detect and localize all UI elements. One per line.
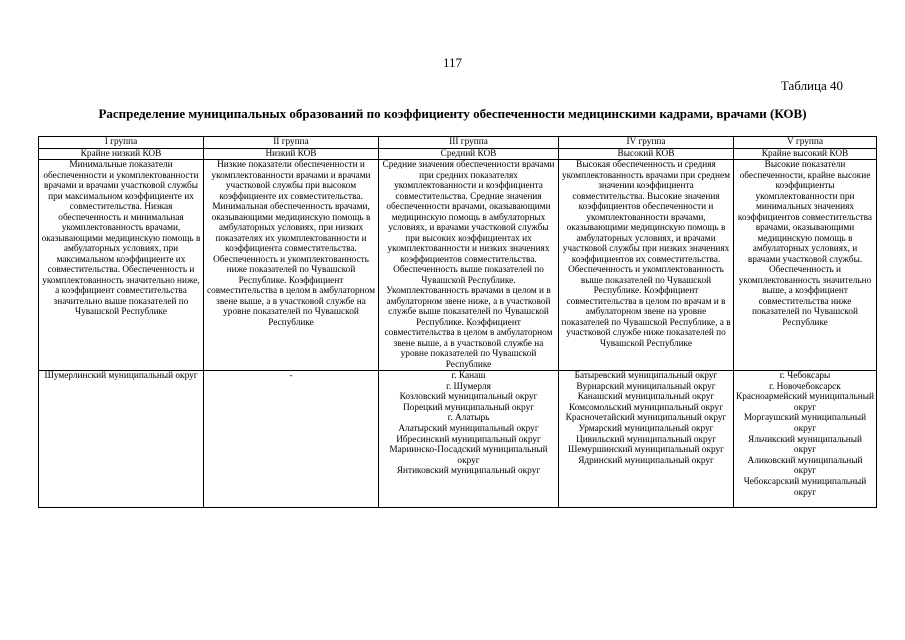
municipality-item: г. Чебоксары xyxy=(779,371,831,381)
group-level-cell: Низкий КОВ xyxy=(204,148,379,160)
page-number: 117 xyxy=(442,55,463,70)
municipality-item: Красноармейский муниципальный округ xyxy=(736,392,874,413)
municipality-item: г. Шумерля xyxy=(446,381,491,392)
municipality-item: г. Новочебоксарск xyxy=(769,381,841,392)
municipality-item: г. Канаш xyxy=(451,371,486,381)
distribution-table xyxy=(38,136,877,508)
group-name-cell: III группа xyxy=(379,137,559,149)
municipality-list-row xyxy=(39,371,877,508)
group-description-cell: Высокая обеспеченность и средняя укомплектованность врачами при среднем значении коэффициента совместительства. Высокие значения коэффициентов обеспеченности и укомплектованности врачами, оказывающими медицинскую помощь в амбулаторных условиях, и врачами участковой службы при низких значениях коэффициентов их совместительства. Обеспеченность и укомплектованность выше показателей по Чувашской Республике. Коэффициент совместительства в целом по врачам и в амбулаторном звене на уровне показателей по Чувашской Республике, а в участковой службе ниже показателей по Чувашской Республике xyxy=(559,160,734,371)
group-description-cell: Минимальные показатели обеспеченности и укомплектованности врачами и врачами участковой службы при максимальном коэффициенте их совместительства. Низкая обеспеченность и минимальная укомплектованность врачами, оказывающими медицинскую помощь в амбулаторных условиях, при максимальном коэффициенте их совместительства. Обеспеченность и укомплектованность значительно ниже, а коэффициент совместительства значительно выше показателей по Чувашской Республике xyxy=(39,160,204,371)
municipality-item: Шумерлинский муниципальный округ xyxy=(44,371,198,381)
municipality-item: Ибресинский муниципальный округ xyxy=(396,434,541,445)
group-description-cell: Средние значения обеспеченности врачами при средних показателях укомплектованности и коэффициента совместительства. Средние значения обеспеченности врачами, оказывающими медицинскую помощь в амбулаторных условиях, и врачами участковой службы при высоких коэффициентах их укомплектованности и низких значениях коэффициентов совместительства. Обеспеченность выше показателей по Чувашской Республике. Укомплектованность врачами в целом и в амбулаторном звене ниже, а в участковой службе выше показателей по Чувашской Республике. Коэффициент совместительства в целом в амбулаторном звене выше, а в участковой службе на уровне показателей по Чувашской Республике xyxy=(379,160,559,371)
municipality-item: - xyxy=(289,371,293,381)
municipality-item: Красночетайский муниципальный округ xyxy=(565,413,727,424)
municipality-item: Мариинско-Посадский муниципальный округ xyxy=(389,445,548,466)
municipality-item: Канашский муниципальный округ xyxy=(577,392,715,403)
municipality-item: Яльчикский муниципальный округ xyxy=(748,434,862,456)
municipality-item: Цивильский муниципальный округ xyxy=(575,434,717,445)
municipality-item: Янтиковский муниципальный округ xyxy=(396,466,541,477)
municipality-list-cell xyxy=(559,371,734,508)
group-name-cell: IV группа xyxy=(559,137,734,149)
municipality-item: Алатырский муниципальный округ xyxy=(398,423,539,434)
municipality-item: г. Алатырь xyxy=(447,413,490,424)
group-name-cell: I группа xyxy=(39,137,204,149)
municipality-item: Урмарский муниципальный округ xyxy=(578,423,714,434)
municipality-item: Шемуршинский муниципальный округ xyxy=(568,445,724,456)
municipality-list-cell xyxy=(379,371,559,508)
municipality-list-cell xyxy=(204,371,379,508)
municipality-item: Аликовский муниципальный округ xyxy=(747,455,863,477)
municipality-item: Батыревский муниципальный округ xyxy=(574,371,718,381)
group-description-row xyxy=(39,160,877,371)
group-description-cell: Низкие показатели обеспеченности и укомплектованности врачами и врачами участковой службы при высоком коэффициенте их совместительства. Минимальная обеспеченность врачами, оказывающими медицинскую помощь в амбулаторных условиях, при низких показателях их укомплектованности и коэффициента совместительства. Обеспеченность и укомплектованность ниже показателей по Чувашской Республике. Коэффициент совместительства в целом в амбулаторном звене выше, а в участковой службе на уровне показателей по Чувашской Республике xyxy=(204,160,379,371)
municipality-list-cell xyxy=(734,371,877,508)
municipality-item: Комсомольский муниципальный округ xyxy=(568,402,724,413)
document-title: Распределение муниципальных образований по коэффициенту обеспеченности медицинскими кадрами, врачами (КОВ) xyxy=(98,106,807,121)
group-level-row xyxy=(39,148,877,160)
group-name-cell: V группа xyxy=(734,137,877,149)
group-level-cell: Крайне низкий КОВ xyxy=(39,148,204,160)
municipality-item: Чебоксарский муниципальный округ xyxy=(743,476,867,498)
group-level-cell: Высокий КОВ xyxy=(559,148,734,160)
group-level-cell: Средний КОВ xyxy=(379,148,559,160)
municipality-item: Ядринский муниципальный округ xyxy=(578,455,714,466)
municipality-item: Вурнарский муниципальный округ xyxy=(576,381,716,392)
group-level-cell: Крайне высокий КОВ xyxy=(734,148,877,160)
municipality-list-cell xyxy=(39,371,204,508)
municipality-item: Козловский муниципальный округ xyxy=(399,392,538,403)
table-label: Таблица 40 xyxy=(780,78,843,93)
municipality-item: Моргаушский муниципальный округ xyxy=(743,413,867,434)
municipality-item: Порецкий муниципальный округ xyxy=(402,402,535,413)
group-description-cell: Высокие показатели обеспеченности, крайне высокие коэффициенты укомплектованности при минимальных значениях коэффициентов совместительства врачами, оказывающими медицинскую помощь в амбулаторных условиях, и врачами участковой службы. Обеспеченность и укомплектованность значительно выше, а коэффициент совместительства ниже показателей по Чувашской Республике xyxy=(734,160,877,371)
group-name-cell: II группа xyxy=(204,137,379,149)
group-name-row xyxy=(39,137,877,149)
